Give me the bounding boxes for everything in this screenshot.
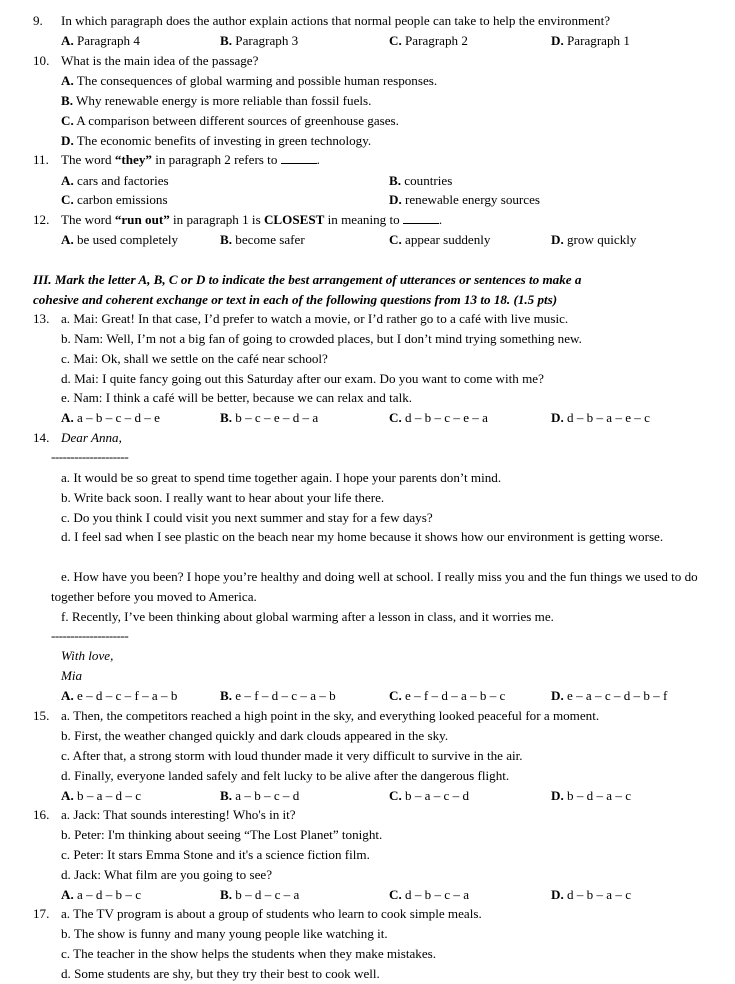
sentence-c: c. Peter: It stars Emma Stone and it's a science fiction film. (61, 847, 370, 862)
question-text: What is the main idea of the passage? (61, 53, 259, 68)
option-a[interactable]: A. b – a – d – c (61, 788, 142, 803)
option-b[interactable]: B. become safer (220, 232, 305, 247)
option-b[interactable]: B. e – f – d – c – a – b (220, 688, 336, 703)
question-number: 17. (33, 906, 50, 921)
sentence-a: a. Mai: Great! In that case, I’d prefer to watch a movie, or I’d rather go to a café with live music. (61, 311, 569, 326)
sentence-a: a. Jack: That sounds interesting! Who's in it? (61, 807, 296, 822)
option-d[interactable]: D. renewable energy sources (389, 192, 541, 207)
option-a[interactable]: A. a – d – b – c (61, 887, 142, 902)
question-number: 16. (33, 807, 50, 822)
letter-closing: With love, (61, 648, 114, 663)
option-b[interactable]: B. Paragraph 3 (220, 33, 299, 48)
option-d[interactable]: D. d – b – a – e – c (551, 410, 650, 425)
divider-dashes: -------------------- (51, 628, 129, 643)
option-a[interactable]: A. Paragraph 4 (61, 33, 140, 48)
sentence-b: b. Write back soon. I really want to hear about your life there. (61, 490, 385, 505)
option-c[interactable]: C. Paragraph 2 (389, 33, 468, 48)
divider-dashes: -------------------- (51, 449, 129, 464)
sentence-c: c. Do you think I could visit you next summer and stay for a few days? (61, 510, 433, 525)
question-number: 12. (33, 212, 50, 227)
option-c[interactable]: C. e – f – d – a – b – c (389, 688, 506, 703)
option-c[interactable]: C. appear suddenly (389, 232, 491, 247)
question-number: 10. (33, 53, 50, 68)
option-a[interactable]: A. be used completely (61, 232, 179, 247)
option-d[interactable]: D. d – b – a – c (551, 887, 632, 902)
question-number: 11. (33, 152, 49, 167)
sentence-d: d. Some students are shy, but they try their best to cook well. (61, 966, 380, 981)
section-heading-line2: cohesive and coherent exchange or text in each of the following questions from 13 to 18. (1.5 pts) (33, 292, 558, 307)
option-a[interactable]: A. a – b – c – d – e (61, 410, 160, 425)
question-number: 14. (33, 430, 50, 445)
option-d[interactable]: D. b – d – a – c (551, 788, 632, 803)
option-b[interactable]: B. countries (389, 173, 453, 188)
option-b[interactable]: B. b – c – e – d – a (220, 410, 319, 425)
option-b[interactable]: B. a – b – c – d (220, 788, 300, 803)
sentence-c: c. After that, a strong storm with loud thunder made it very difficult to survive in the air. (61, 748, 523, 763)
option-d[interactable]: D. e – a – c – d – b – f (551, 688, 668, 703)
question-number: 15. (33, 708, 50, 723)
sentence-b: b. Nam: Well, I’m not a big fan of going to crowded places, but I don’t mind trying something new. (61, 331, 582, 346)
sentence-d: d. Mai: I quite fancy going out this Saturday after our exam. Do you want to come with me? (61, 371, 544, 386)
question-number: 9. (33, 13, 43, 28)
answer-blank (281, 152, 317, 164)
option-d[interactable]: D. grow quickly (551, 232, 637, 247)
sentence-f: f. Recently, I’ve been thinking about global warming after a lesson in class, and it worries me. (61, 609, 554, 624)
question-number: 13. (33, 311, 50, 326)
option-c[interactable]: C. b – a – c – d (389, 788, 470, 803)
section-heading: III. Mark the letter A, B, C or D to indicate the best arrangement of utterances or sentences to make a (33, 272, 582, 287)
sentence-c: c. Mai: Ok, shall we settle on the café near school? (61, 351, 328, 366)
sentence-e: e. How have you been? I hope you’re healthy and doing well at school. I really miss you and the fun things we used to do together before you moved to America. (51, 569, 698, 604)
option-a[interactable]: A. e – d – c – f – a – b (61, 688, 178, 703)
sentence-a: a. Then, the competitors reached a high point in the sky, and everything looked peaceful for a moment. (61, 708, 600, 723)
sentence-b: b. First, the weather changed quickly and dark clouds appeared in the sky. (61, 728, 449, 743)
sentence-e: e. Nam: I think a café will be better, because we can relax and talk. (61, 390, 413, 405)
answer-blank (403, 212, 439, 224)
sentence-a: a. The TV program is about a group of students who learn to cook simple meals. (61, 906, 482, 921)
option-b[interactable]: B. b – d – c – a (220, 887, 300, 902)
sentence-d: d. Jack: What film are you going to see? (61, 867, 273, 882)
sentence-b: b. The show is funny and many young people like watching it. (61, 926, 388, 941)
sentence-d: d. I feel sad when I see plastic on the beach near my home because it shows how our environment is getting worse. (61, 529, 664, 544)
option-c[interactable]: C. d – b – c – e – a (389, 410, 488, 425)
letter-signature: Mia (61, 668, 83, 683)
question-text: The word “they” in paragraph 2 refers to . (61, 152, 320, 167)
question-text: In which paragraph does the author explain actions that normal people can take to help the environment? (61, 13, 611, 28)
sentence-d: d. Finally, everyone landed safely and felt lucky to be alive after the dangerous flight. (61, 768, 510, 783)
exam-page: 9. In which paragraph does the author explain actions that normal people can take to help the environment? A. Paragraph 4 B. Paragraph 3 C. Paragraph 2 D. Paragraph 1 10. What is the main idea of the passage? A. The consequences of global warming and possible human responses. B. Why renewable energy is more reliable than fossil fuels. C. A comparison between different sources of greenhouse gases. D. The economic benefits of investing in green technology. 11. The word “they” in paragraph 2 refers to . A. cars and factories B. countries C. carbon emissions D. renewable energy sources 12. The word “run out” in paragraph 1 is CLOSEST in meaning to . A. be used completely B. become safer C. appear suddenly D. grow quickly III. Mark the letter A, B, C or D to indicate the best arrangement of utterances or sentences to make a cohesive and coherent exchange or text in each of the following questions from 13 to 18. (1.5 pts) 13. a. Mai: Great! In that case, I’d prefer to watch a movie, or I’d rather go to a café with live music. b. Nam: Well, I’m not a big fan of going to crowded places, but I don’t mind trying something new. c. Mai: Ok, shall we settle on the café near school? d. Mai: I quite fancy going out this Saturday after our exam. Do you want to come with me? e. Nam: I think a café will be better, because we can relax and talk. A. a – b – c – d – e B. b – c – e – d – a C. d – b – c – e – a D. d – b – a – e – c 14. Dear Anna, -------------------- a. It would be so great to spend time together again. I hope your parents don’t mind. b. Write back soon. I really want to hear about your life there. c. Do you think I could visit you next summer and stay for a few days? d. I feel sad when I see plastic on the beach near my home because it shows how our environment is getting worse. e. How have you been? I hope you’re healthy and doing well at school. I really miss you and the fun things we used to do together before you moved to America. f. Recently, I’ve been thinking about global warming after a lesson in class, and it worries me. -------------------- With love, Mia A. e – d – c – f – a – b B. e – f – d – c – a – b C. e – f – d – a – b – c D. e – a – c – d – b – f 15. a. Then, the competitors reached a high point in the sky, and everything looked peaceful for a moment. b. First, the weather changed quickly and dark clouds appeared in the sky. c. After that, a strong storm with loud thunder made it very difficult to survive in the air. d. Finally, everyone landed safely and felt lucky to be alive after the dangerous flight. A. b – a – d – c B. a – b – c – d C. b – a – c – d D. b – d – a – c 16. a. Jack: That sounds interesting! Who's in it? b. Peter: I'm thinking about seeing “The Lost Planet” tonight. c. Peter: It stars Emma Stone and it's a science fiction film. d. Jack: What film are you going to see? A. a – d – b – c B. b – d – c – a C. d – b – c – a D. d – b – a – c 17. a. The TV program is about a group of students who learn to cook simple meals. b. The show is funny and many young people like watching it. c. The teacher in the show helps the students when they make mistakes. d. Some students are shy, but they try their best to cook well. (0, 0, 735, 984)
option-c[interactable]: C. d – b – c – a (389, 887, 470, 902)
option-a[interactable]: A. cars and factories (61, 173, 169, 188)
letter-greeting: Dear Anna, (61, 430, 122, 445)
question-text: The word “run out” in paragraph 1 is CLOSEST in meaning to . (61, 212, 443, 227)
sentence-a: a. It would be so great to spend time together again. I hope your parents don’t mind. (61, 470, 502, 485)
sentence-c: c. The teacher in the show helps the students when they make mistakes. (61, 946, 437, 961)
sentence-b: b. Peter: I'm thinking about seeing “The Lost Planet” tonight. (61, 827, 383, 842)
option-d[interactable]: D. Paragraph 1 (551, 33, 630, 48)
option-c[interactable]: C. carbon emissions (61, 192, 168, 207)
